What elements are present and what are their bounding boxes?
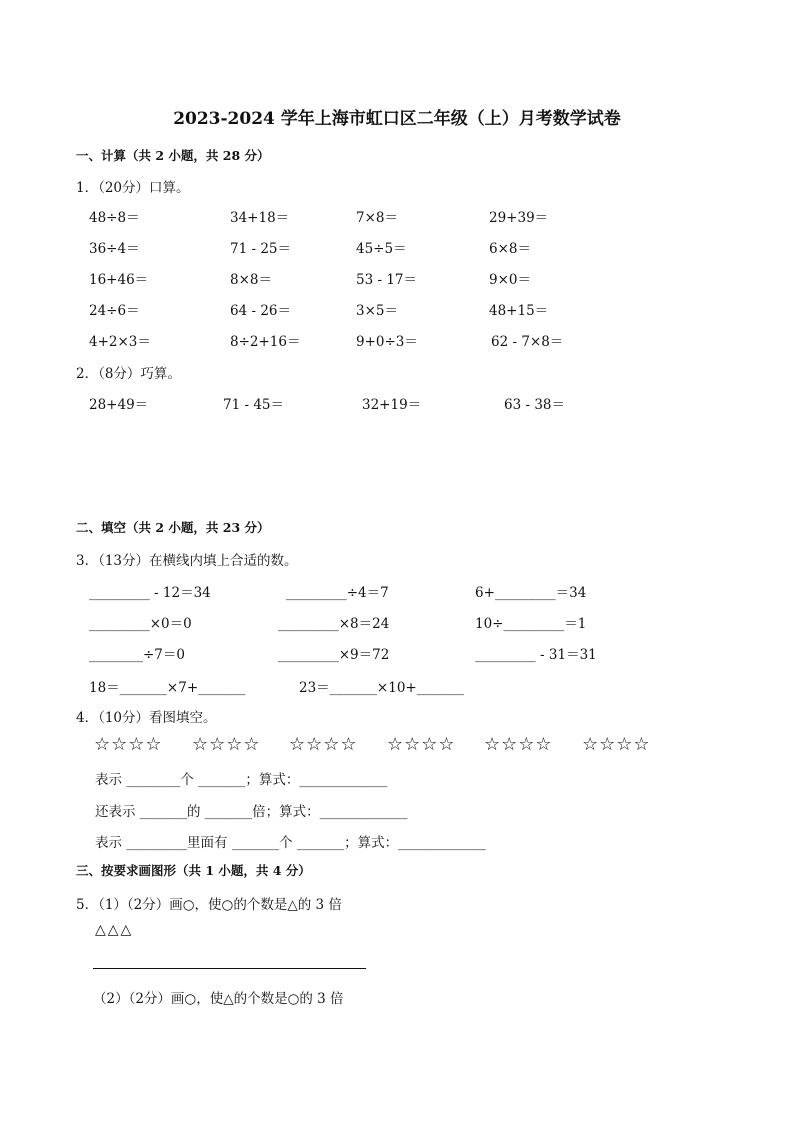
calc-item: 53 - 17＝ (356, 272, 418, 288)
calc-item: 71 - 25＝ (230, 241, 292, 257)
q4-answer-line-1: 表示 ________个 _______；算式：_____________ (95, 772, 388, 788)
q4-answer-line-3: 表示 _________里面有 _______个 _______；算式：_____________ (95, 835, 486, 851)
question-3-label: 3．（13分）在横线内填上合适的数。 (76, 553, 298, 569)
calc-item: 45÷5＝ (356, 241, 407, 257)
question-1-label: 1．（20分）口算。 (76, 180, 190, 196)
calc-item: 32+19＝ (362, 397, 422, 413)
calc-item: 16+46＝ (89, 272, 149, 288)
calc-item: 62 - 7×8＝ (491, 334, 564, 350)
question-4-label: 4．（10分）看图填空。 (76, 710, 217, 726)
calc-item: 9+0÷3＝ (356, 334, 418, 350)
fill-item: _________÷4＝7 (286, 585, 389, 601)
calc-item: 8÷2+16＝ (230, 334, 301, 350)
calc-item: 8×8＝ (230, 272, 272, 288)
star-group-icon: ☆☆☆☆ (387, 734, 456, 755)
calc-item: 48+15＝ (489, 303, 549, 319)
drawing-answer-line (93, 968, 366, 969)
section-heading-drawing: 三、按要求画图形（共 1 小题，共 4 分） (76, 863, 311, 878)
calc-item: 6×8＝ (489, 241, 531, 257)
calc-item: 64 - 26＝ (230, 303, 292, 319)
star-group-icon: ☆☆☆☆ (94, 734, 163, 755)
fill-item: _________×8＝24 (278, 616, 390, 632)
calc-item: 28+49＝ (89, 397, 149, 413)
calc-item: 36÷4＝ (89, 241, 140, 257)
fill-item: _________ - 12＝34 (89, 585, 211, 601)
calc-item: 48÷8＝ (89, 210, 140, 226)
star-group-icon: ☆☆☆☆ (192, 734, 261, 755)
calc-item: 71 - 45＝ (223, 397, 285, 413)
calc-item: 29+39＝ (489, 210, 549, 226)
question-5-part-2: （2）（2分）画○，使△的个数是○的 3 倍 (93, 991, 344, 1007)
page-title: 2023-2024 学年上海市虹口区二年级（上）月考数学试卷 (173, 109, 621, 129)
fill-item: _________ - 31＝31 (475, 647, 597, 663)
calc-item: 3×5＝ (356, 303, 398, 319)
calc-item: 24÷6＝ (89, 303, 140, 319)
calc-item: 4+2×3＝ (89, 334, 151, 350)
fill-item: 6+_________＝34 (475, 585, 587, 601)
fill-item: _________×9＝72 (278, 647, 390, 663)
calc-item: 7×8＝ (356, 210, 398, 226)
fill-item: 18＝_______×7+_______ (89, 680, 246, 696)
calc-item: 9×0＝ (489, 272, 531, 288)
calc-item: 34+18＝ (230, 210, 290, 226)
fill-item: ________÷7＝0 (89, 647, 185, 663)
star-group-icon: ☆☆☆☆ (289, 734, 358, 755)
star-group-icon: ☆☆☆☆ (582, 734, 651, 755)
section-heading-fill-in: 二、填空（共 2 小题，共 23 分） (76, 520, 270, 535)
fill-item: 23＝_______×10+_______ (299, 680, 464, 696)
question-2-label: 2．（8分）巧算。 (76, 366, 181, 382)
section-heading-calculation: 一、计算（共 2 小题，共 28 分） (76, 148, 270, 163)
fill-item: _________×0＝0 (89, 616, 192, 632)
q4-answer-line-2: 还表示 _______的 _______倍；算式：_____________ (95, 804, 408, 820)
triangles-icon: △△△ (95, 922, 134, 938)
fill-item: 10÷_________＝1 (475, 616, 587, 632)
calc-item: 63 - 38＝ (504, 397, 566, 413)
question-5-part-1: 5．（1）（2分）画○，使○的个数是△的 3 倍 (76, 897, 342, 913)
star-group-icon: ☆☆☆☆ (484, 734, 553, 755)
